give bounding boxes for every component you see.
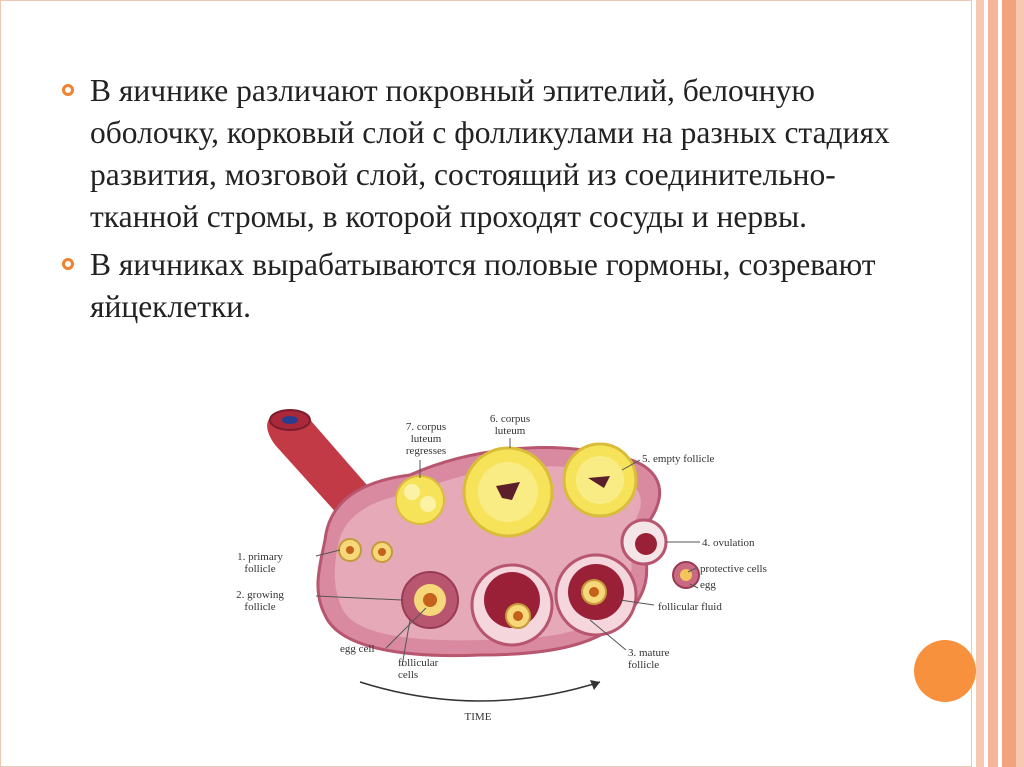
ovulation-follicle [622, 520, 666, 564]
ovary-diagram [230, 400, 790, 730]
decorative-stripes [976, 0, 1024, 767]
label-ovulation: 4. ovulation [702, 537, 755, 549]
label-time: TIME [464, 711, 492, 723]
label-corpus-regresses-1: 7. corpus [405, 421, 447, 433]
label-mature-follicle-1: 3. mature [628, 647, 670, 659]
bullet-ring-icon [62, 258, 74, 270]
bullet-text: В яичниках вырабатываются половые гормоны, созревают яйцеклетки. [90, 247, 876, 324]
bullet-text: В яичнике различают покровный эпителий, белочную оболочку, корковый слой с фолликулами на разных стадиях развития, мозговой слой, состоящий из соединительно-тканной стромы, в которой проходят сосуды и нервы. [90, 73, 890, 234]
label-primary-follicle-2: follicle [244, 563, 276, 575]
label-follicular-fluid: follicular fluid [658, 601, 722, 613]
time-arrow [360, 680, 600, 701]
label-empty-follicle: 5. empty follicle [642, 453, 715, 465]
decorative-orange-circle [914, 640, 976, 702]
label-growing-follicle-2: follicle [244, 601, 276, 613]
label-egg-cell: egg cell [340, 643, 375, 655]
bullet-ring-icon [62, 84, 74, 96]
label-corpus-regresses-3: regresses [405, 445, 447, 457]
label-follicular-cells-2: cells [398, 669, 419, 681]
bullet-item [62, 244, 942, 328]
label-corpus-luteum-2: luteum [494, 425, 526, 437]
released-egg [673, 562, 699, 588]
label-mature-follicle-2: follicle [628, 659, 660, 671]
empty-follicle [564, 444, 636, 516]
growing-follicle [402, 572, 458, 628]
bullet-item [62, 70, 942, 238]
corpus-luteum-regresses [396, 476, 444, 524]
label-primary-follicle-1: 1. primary [237, 551, 283, 563]
label-corpus-luteum-1: 6. corpus [489, 413, 531, 425]
label-egg: egg [700, 579, 716, 591]
label-protective-cells: protective cells [700, 563, 767, 575]
corpus-luteum [464, 448, 552, 536]
label-corpus-regresses-2: luteum [410, 433, 442, 445]
label-growing-follicle-1: 2. growing [236, 589, 284, 601]
bullet-list [62, 70, 942, 334]
label-follicular-cells-1: follicular [398, 657, 439, 669]
